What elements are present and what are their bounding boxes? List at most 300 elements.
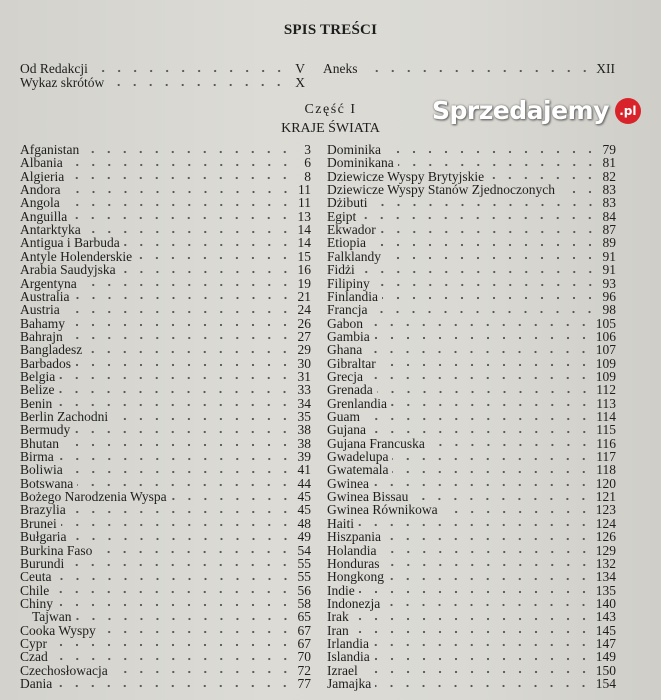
- entry-label: Barbados: [20, 355, 71, 371]
- entry-label: Irlandia: [327, 635, 369, 651]
- entry-label: Izrael: [327, 662, 358, 678]
- toc-entry: [327, 183, 616, 196]
- entry-page: 38: [297, 435, 311, 451]
- leader-dots: [75, 363, 293, 367]
- leader-dots: [382, 296, 598, 300]
- entry-label: Bhutan: [20, 435, 59, 451]
- entry-page: 154: [595, 676, 616, 691]
- entry-label: Dziewicze Wyspy Brytyjskie: [327, 168, 485, 184]
- entry-label: Cypr: [20, 635, 47, 651]
- toc-entry: [327, 170, 616, 183]
- toc-entry: [327, 664, 616, 677]
- entry-page: 96: [602, 288, 616, 304]
- entry-label: Finlandia: [327, 288, 378, 304]
- entry-page: 15: [297, 248, 311, 264]
- toc-entry: [327, 423, 616, 436]
- entry-label: Gabon: [327, 315, 363, 331]
- watermark-logo: Sprzedajemy: [432, 96, 609, 125]
- entry-label: Czechosłowacja: [20, 662, 108, 678]
- entry-page: 126: [595, 529, 616, 545]
- entry-page: 49: [297, 529, 311, 545]
- leader-dots: [120, 270, 293, 274]
- toc-entry-front-matter: [20, 76, 305, 89]
- leader-dots: [429, 443, 592, 447]
- leader-dots: [67, 470, 293, 474]
- entry-page: 14: [297, 222, 311, 238]
- entry-label: Hiszpania: [327, 529, 381, 545]
- entry-page: 6: [304, 155, 311, 171]
- entry-page: 87: [602, 222, 616, 238]
- entry-label: Czad: [20, 649, 48, 665]
- entry-page: 149: [595, 649, 616, 665]
- leader-dots: [373, 483, 592, 487]
- toc-entry: [20, 196, 311, 209]
- leader-dots: [442, 510, 592, 514]
- leader-dots: [56, 403, 293, 407]
- entry-page: 11: [298, 195, 311, 211]
- toc-entry: [327, 277, 616, 290]
- entry-label: Ceuta: [20, 569, 52, 585]
- entry-page: 114: [596, 409, 616, 424]
- entry-label: Belgia: [20, 368, 56, 384]
- entry-label: Gwinea Bissau: [327, 489, 409, 505]
- entry-page: 117: [596, 449, 616, 465]
- leader-dots: [136, 256, 293, 260]
- entry-page: 67: [297, 635, 311, 651]
- toc-entry: [327, 610, 616, 623]
- leader-dots: [69, 323, 293, 327]
- toc-entry: [20, 317, 311, 330]
- entry-page: 55: [297, 569, 311, 585]
- entry-page: 48: [297, 515, 311, 531]
- toc-entry: [327, 250, 616, 263]
- entry-page: 39: [297, 449, 311, 465]
- toc-entry: [20, 156, 311, 169]
- toc-entry: [20, 664, 311, 677]
- watermark-badge: .pl: [615, 98, 641, 124]
- entry-label: Antigua i Barbuda: [20, 235, 120, 251]
- toc-entry: [327, 397, 616, 410]
- toc-entry: [20, 383, 311, 396]
- toc-entry: [20, 223, 311, 236]
- entry-page: X: [295, 75, 305, 90]
- leader-dots: [371, 310, 598, 314]
- entry-page: 27: [297, 328, 311, 344]
- entry-label: Fidżi: [327, 262, 355, 278]
- leader-dots: [377, 390, 593, 394]
- toc-entry: [327, 503, 616, 516]
- leader-dots: [385, 256, 598, 260]
- entry-label: Jamajka: [327, 676, 372, 691]
- entry-page: 132: [595, 555, 616, 571]
- leader-dots: [380, 230, 598, 234]
- toc-entry: [327, 370, 616, 383]
- entry-page: 83: [602, 182, 616, 198]
- leader-dots: [388, 577, 592, 581]
- entry-page: 14: [297, 235, 311, 251]
- entry-page: 98: [602, 302, 616, 318]
- entry-label: Bermudy: [20, 422, 71, 438]
- entry-label: Gujana Francuska: [327, 435, 425, 451]
- leader-dots: [96, 550, 293, 554]
- toc-entry: [20, 170, 311, 183]
- entry-label: Gambia: [327, 328, 370, 344]
- watermark: [432, 96, 641, 126]
- entry-page: 3: [304, 142, 311, 157]
- toc-entry: [327, 143, 616, 156]
- leader-dots: [385, 150, 598, 154]
- entry-label: Bahamy: [20, 315, 65, 331]
- entry-label: Burundi: [20, 555, 65, 571]
- leader-dots: [412, 497, 591, 501]
- entry-label: Falklandy: [327, 248, 381, 264]
- toc-entry: [327, 637, 616, 650]
- entry-label: Irak: [327, 609, 349, 625]
- entry-label: Gwinea Równikowa: [327, 502, 438, 518]
- leader-dots: [108, 83, 287, 87]
- toc-entry: [20, 490, 311, 503]
- entry-page: 129: [595, 542, 616, 558]
- entry-page: 120: [595, 475, 616, 491]
- toc-entry: [20, 517, 311, 530]
- entry-page: 24: [297, 302, 311, 318]
- entry-page: 35: [297, 409, 311, 424]
- toc-entry-annex: [323, 62, 615, 75]
- entry-page: 58: [297, 595, 311, 611]
- entry-label: Birma: [20, 449, 54, 465]
- entry-page: 38: [297, 422, 311, 438]
- toc-entry: [20, 410, 311, 423]
- part-title: KRAJE ŚWIATA: [281, 121, 380, 136]
- entry-page: 11: [298, 182, 311, 198]
- entry-page: 123: [595, 502, 616, 518]
- entry-page: 29: [297, 342, 311, 358]
- leader-dots: [374, 657, 592, 661]
- entry-page: 31: [297, 368, 311, 384]
- entry-page: 45: [297, 489, 311, 505]
- leader-dots: [71, 537, 294, 541]
- entry-label: Guam: [327, 409, 360, 424]
- toc-entry: [20, 183, 311, 196]
- entry-label: Angola: [20, 195, 60, 211]
- toc-entry: [20, 584, 311, 597]
- entry-label: Haiti: [327, 515, 354, 531]
- entry-label: Iran: [327, 622, 349, 638]
- entry-page: 21: [297, 288, 311, 304]
- entry-label: Antyle Holenderskie: [20, 248, 133, 264]
- leader-dots: [367, 323, 592, 327]
- entry-page: 105: [595, 315, 616, 331]
- entry-page: 41: [297, 462, 311, 478]
- leader-dots: [83, 150, 293, 154]
- entry-page: 93: [602, 275, 616, 291]
- entry-label: Bangladesz: [20, 342, 83, 358]
- leader-dots: [68, 176, 293, 180]
- entry-page: 106: [595, 328, 616, 344]
- toc-entry: [20, 637, 311, 650]
- leader-dots: [74, 296, 294, 300]
- entry-label: Dominika: [327, 142, 381, 157]
- entry-label: Gwatemala: [327, 462, 389, 478]
- entry-page: 109: [595, 368, 616, 384]
- entry-label: Bożego Narodzenia Wyspa: [20, 489, 167, 505]
- entry-label: Albania: [20, 155, 63, 171]
- entry-page: XII: [596, 61, 615, 76]
- entry-page: 30: [297, 355, 311, 371]
- leader-dots: [100, 630, 293, 634]
- entry-label: Gwinea: [327, 475, 369, 491]
- entry-page: 91: [602, 248, 616, 264]
- entry-label: Brunei: [20, 515, 57, 531]
- entry-label: Ghana: [327, 342, 363, 358]
- toc-entry: [327, 584, 616, 597]
- toc-entry: [20, 597, 311, 610]
- leader-dots: [67, 163, 293, 167]
- entry-page: 82: [602, 168, 616, 184]
- entry-page: 109: [595, 355, 616, 371]
- leader-dots: [77, 483, 293, 487]
- entry-page: 67: [297, 622, 311, 638]
- entry-label: Antarktyka: [20, 222, 81, 238]
- toc-entry: [327, 290, 616, 303]
- leader-dots: [384, 603, 592, 607]
- entry-page: 44: [297, 475, 311, 491]
- toc-entry: [327, 530, 616, 543]
- toc-entry: [327, 223, 616, 236]
- entry-page: 55: [297, 555, 311, 571]
- leader-dots: [124, 243, 293, 247]
- leader-dots: [398, 163, 598, 167]
- entry-label: Anguilla: [20, 208, 68, 224]
- entry-page: 112: [596, 382, 616, 398]
- toc-entry: [20, 357, 311, 370]
- leader-dots: [360, 216, 598, 220]
- toc-entry: [327, 650, 616, 663]
- toc-entry: [20, 370, 311, 383]
- entry-page: V: [295, 61, 305, 76]
- leader-dots: [112, 417, 293, 421]
- entry-page: 91: [602, 262, 616, 278]
- entry-label: Dania: [20, 676, 53, 691]
- entry-label: Afganistan: [20, 142, 80, 157]
- entry-page: 84: [602, 208, 616, 224]
- leader-dots: [61, 523, 293, 527]
- toc-entry: [327, 490, 616, 503]
- entry-label: Belize: [20, 382, 55, 398]
- leader-dots: [51, 643, 293, 647]
- leader-dots: [92, 69, 287, 73]
- leader-dots: [392, 457, 592, 461]
- toc-entry: [20, 477, 311, 490]
- entry-label: Chile: [20, 582, 50, 598]
- entry-label: Francja: [327, 302, 368, 318]
- toc-entry: [327, 210, 616, 223]
- toc-entry: [20, 236, 311, 249]
- toc-entry: [327, 557, 616, 570]
- toc-entry-front-matter: [20, 62, 305, 75]
- toc-entry: [20, 343, 311, 356]
- leader-dots: [68, 563, 293, 567]
- entry-page: 54: [297, 542, 311, 558]
- toc-entry: [327, 303, 616, 316]
- toc-entry: [20, 250, 311, 263]
- entry-page: 45: [297, 502, 311, 518]
- part-label: Część I: [304, 102, 357, 117]
- toc-entry: [20, 143, 311, 156]
- leader-dots: [81, 283, 293, 287]
- entry-label: Dominikana: [327, 155, 394, 171]
- leader-dots: [366, 350, 592, 354]
- entry-label: Tajwan: [32, 609, 72, 625]
- leader-dots: [358, 523, 592, 527]
- entry-label: Grenlandia: [327, 395, 387, 411]
- toc-entry: [20, 463, 311, 476]
- entry-page: 56: [297, 582, 311, 598]
- leader-dots: [380, 363, 592, 367]
- entry-page: 135: [595, 582, 616, 598]
- toc-entry: [327, 383, 616, 396]
- entry-label: Gwadelupa: [327, 449, 389, 465]
- leader-dots: [63, 443, 293, 447]
- toc-entry: [327, 597, 616, 610]
- entry-label: Benin: [20, 395, 53, 411]
- leader-dots: [171, 497, 293, 501]
- entry-page: 143: [595, 609, 616, 625]
- entry-page: 124: [595, 515, 616, 531]
- entry-page: 33: [297, 382, 311, 398]
- entry-label: Argentyna: [20, 275, 77, 291]
- toc-entry: [327, 263, 616, 276]
- toc-entry: [20, 437, 311, 450]
- entry-label: Boliwia: [20, 462, 63, 478]
- toc-entry: [20, 650, 311, 663]
- toc-entry: [20, 397, 311, 410]
- entry-page: 34: [297, 395, 311, 411]
- entry-page: 115: [596, 422, 616, 438]
- entry-label: Burkina Faso: [20, 542, 93, 558]
- entry-page: 140: [595, 595, 616, 611]
- entry-page: 83: [602, 195, 616, 211]
- page-title: SPIS TREŚCI: [283, 22, 378, 38]
- entry-page: 8: [304, 168, 311, 184]
- entry-page: 118: [596, 462, 616, 478]
- entry-label: Indie: [327, 582, 355, 598]
- leader-dots: [56, 684, 293, 688]
- leader-dots: [58, 390, 293, 394]
- entry-page: 77: [297, 676, 311, 691]
- toc-entry: [327, 463, 616, 476]
- toc-entry: [327, 437, 616, 450]
- leader-dots: [67, 336, 293, 340]
- entry-label: Od Redakcji: [20, 61, 88, 76]
- entry-label: Holandia: [327, 542, 377, 558]
- toc-entry: [327, 570, 616, 583]
- toc-entry: [20, 303, 311, 316]
- leader-dots: [353, 617, 592, 621]
- entry-label: Australia: [20, 288, 70, 304]
- entry-label: Berlin Zachodni: [20, 409, 109, 424]
- entry-page: 81: [602, 155, 616, 171]
- entry-page: 150: [595, 662, 616, 678]
- entry-label: Bahrajn: [20, 328, 63, 344]
- entry-label: Brazylia: [20, 502, 66, 518]
- leader-dots: [374, 336, 592, 340]
- entry-page: 26: [297, 315, 311, 331]
- leader-dots: [56, 577, 294, 581]
- toc-entry: [327, 624, 616, 637]
- entry-page: 70: [297, 649, 311, 665]
- entry-label: Filipiny: [327, 275, 370, 291]
- entry-page: 145: [595, 622, 616, 638]
- toc-entry: [327, 410, 616, 423]
- entry-label: Andora: [20, 182, 61, 198]
- entry-page: 79: [602, 142, 616, 157]
- leader-dots: [65, 190, 294, 194]
- toc-entry: [327, 236, 616, 249]
- entry-label: Cooka Wyspy: [20, 622, 96, 638]
- leader-dots: [385, 537, 592, 541]
- toc-entry: [20, 210, 311, 223]
- entry-label: Grecja: [327, 368, 363, 384]
- entry-label: Gibraltar: [327, 355, 376, 371]
- entry-label: Indonezja: [327, 595, 381, 611]
- entry-page: 89: [602, 235, 616, 251]
- toc-entry: [20, 530, 311, 543]
- leader-dots: [85, 230, 293, 234]
- toc-entry: [327, 544, 616, 557]
- entry-page: 19: [297, 275, 311, 291]
- toc-entry: [327, 343, 616, 356]
- entry-label: Austria: [20, 302, 60, 318]
- entry-label: Ekwador: [327, 222, 376, 238]
- entry-label: Egipt: [327, 208, 357, 224]
- entry-page: 13: [297, 208, 311, 224]
- entry-page: 16: [297, 262, 311, 278]
- leader-dots: [57, 603, 293, 607]
- entry-label: Bułgaria: [20, 529, 67, 545]
- entry-page: 65: [297, 609, 311, 625]
- leader-dots: [488, 176, 598, 180]
- leader-dots: [64, 310, 293, 314]
- toc-entry: [20, 263, 311, 276]
- leader-dots: [353, 630, 592, 634]
- leader-dots: [74, 430, 293, 434]
- leader-dots: [76, 617, 293, 621]
- toc-entry: [20, 450, 311, 463]
- toc-entry: [20, 544, 311, 557]
- entry-label: Chiny: [20, 595, 54, 611]
- entry-label: Dżibuti: [327, 195, 368, 211]
- entry-label: Botswana: [20, 475, 74, 491]
- entry-label: Gujana: [327, 422, 366, 438]
- leader-dots: [392, 470, 592, 474]
- toc-entry: [327, 196, 616, 209]
- leader-dots: [86, 350, 293, 354]
- entry-label: Algieria: [20, 168, 65, 184]
- toc-entry: [327, 156, 616, 169]
- toc-entry: [327, 330, 616, 343]
- leader-dots: [70, 510, 293, 514]
- toc-entry: [20, 277, 311, 290]
- toc-entry: [327, 477, 616, 490]
- leader-dots: [373, 643, 592, 647]
- entry-label: Wykaz skrótów: [20, 75, 105, 90]
- toc-entry: [20, 423, 311, 436]
- toc-entry: [327, 450, 616, 463]
- leader-dots: [391, 403, 592, 407]
- entry-page: 116: [596, 435, 616, 451]
- leader-dots: [71, 216, 293, 220]
